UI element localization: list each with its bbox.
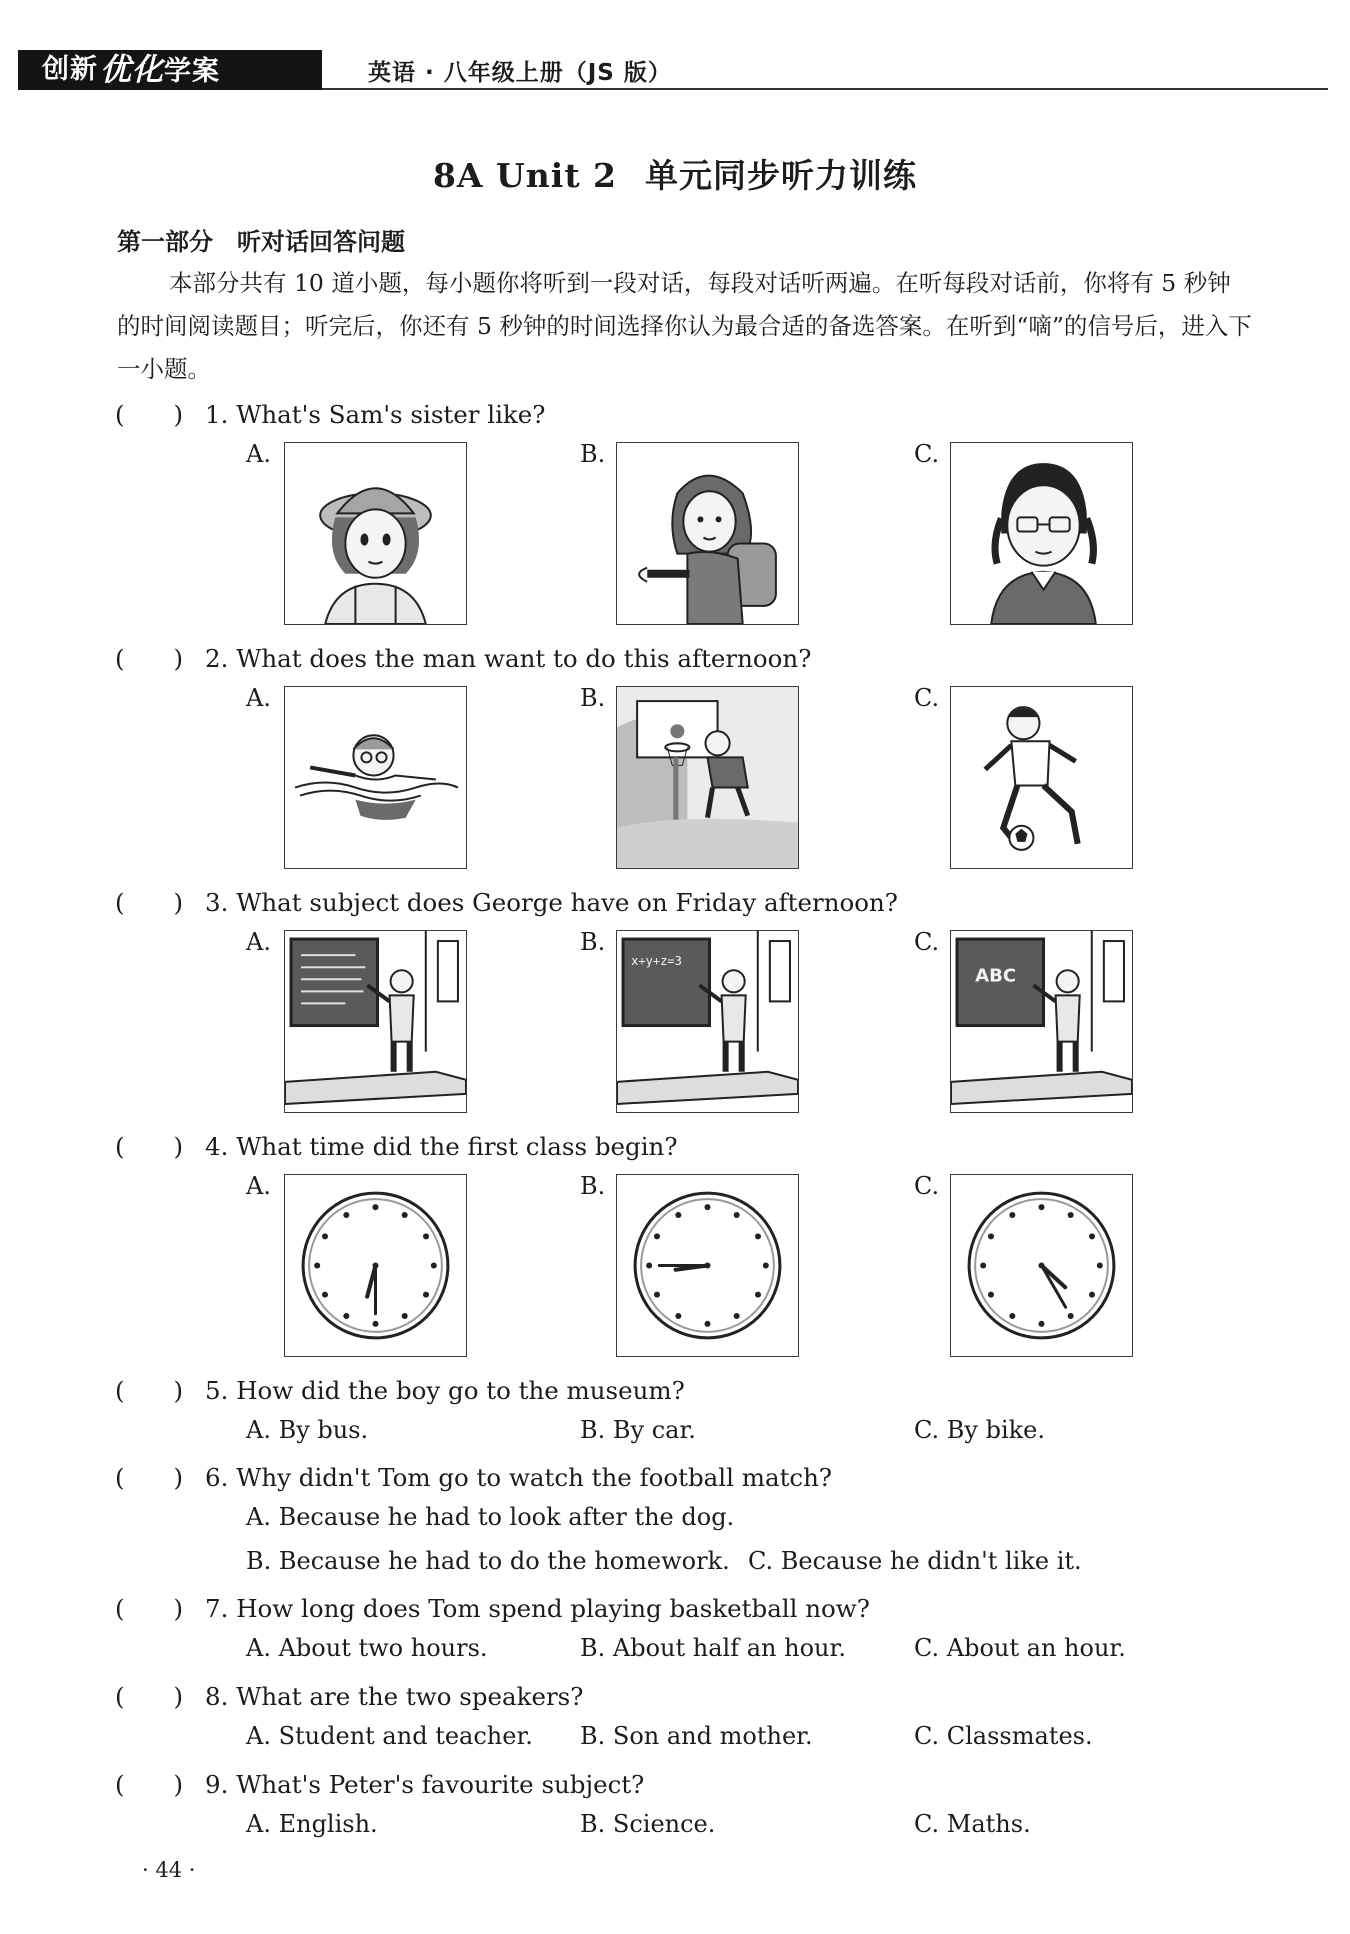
hour-mark — [675, 1212, 681, 1218]
answer-blank[interactable]: ( ) — [115, 644, 184, 673]
football-image[interactable] — [950, 686, 1133, 869]
hour-mark — [1038, 1204, 1044, 1210]
brand-mid: 优化 — [100, 52, 164, 88]
answer-blank[interactable]: ( ) — [115, 1463, 184, 1492]
hour-mark — [988, 1292, 994, 1298]
option-label-a: A. — [246, 928, 271, 956]
question-number: 3. — [205, 888, 229, 917]
hour-mark — [372, 1204, 378, 1210]
option-label-b: B. — [580, 684, 606, 712]
question-2 — [115, 640, 811, 675]
question-number: 2. — [205, 644, 229, 673]
question-text: What does the man want to do this afternoon? — [236, 644, 812, 673]
hour-mark — [322, 1233, 328, 1239]
hour-mark — [704, 1321, 710, 1327]
page-number: · 44 · — [142, 1858, 196, 1882]
hour-mark — [654, 1292, 660, 1298]
brand-prefix: 创新 — [42, 54, 98, 85]
basketball-image[interactable] — [616, 686, 799, 869]
option-label-a: A. — [246, 440, 271, 468]
option-label-b: B. — [580, 440, 606, 468]
answer-blank[interactable]: ( ) — [115, 1132, 184, 1161]
section-instructions: 本部分共有 10 道小题，每小题你将听到一段对话，每段对话听两遍。在听每段对话前，你将有 5 秒钟的时间阅读题目；听完后，你还有 5 秒钟的时间选择你认为最合适的备选答案。在听到“嘀”的信号后，进入下一小题。 — [117, 269, 1252, 383]
brand-banner — [18, 50, 322, 90]
question-text: What subject does George have on Friday afternoon? — [236, 888, 898, 917]
girl-with-backpack-image[interactable] — [616, 442, 799, 625]
option-b: B. Because he had to do the homework. — [246, 1547, 730, 1575]
question-7 — [115, 1590, 870, 1625]
hour-mark — [755, 1233, 761, 1239]
hour-mark — [423, 1233, 429, 1239]
option-label-c: C. — [914, 1172, 940, 1200]
option-label-c: C. — [914, 440, 940, 468]
option-a: A. English. — [246, 1810, 378, 1838]
hour-mark — [763, 1262, 769, 1268]
board-text: ABC — [975, 965, 1017, 987]
clock-image[interactable] — [284, 1174, 467, 1357]
question-5 — [115, 1372, 685, 1407]
hour-mark — [1068, 1212, 1074, 1218]
hour-mark — [343, 1212, 349, 1218]
hour-mark — [734, 1313, 740, 1319]
brand-suffix: 学案 — [164, 56, 220, 87]
hour-mark — [980, 1262, 986, 1268]
question-text: What are the two speakers? — [236, 1682, 584, 1711]
hour-mark — [1068, 1313, 1074, 1319]
hour-mark — [704, 1204, 710, 1210]
hour-mark — [322, 1292, 328, 1298]
clock-image[interactable] — [950, 1174, 1133, 1357]
option-a: A. Student and teacher. — [246, 1722, 533, 1750]
girl-with-glasses-image[interactable] — [950, 442, 1133, 625]
question-number: 7. — [205, 1594, 229, 1623]
unit-code: 8A Unit 2 — [432, 156, 618, 195]
question-number: 4. — [205, 1132, 229, 1161]
question-text: What's Sam's sister like? — [236, 400, 546, 429]
question-number: 8. — [205, 1682, 229, 1711]
clock-center — [1038, 1262, 1044, 1268]
hour-mark — [988, 1233, 994, 1239]
hour-mark — [431, 1262, 437, 1268]
option-b: B. Science. — [580, 1810, 716, 1838]
answer-blank[interactable]: ( ) — [115, 1682, 184, 1711]
option-label-b: B. — [580, 1172, 606, 1200]
answer-blank[interactable]: ( ) — [115, 1594, 184, 1623]
unit-name: 单元同步听力训练 — [645, 156, 918, 195]
hour-mark — [675, 1313, 681, 1319]
hour-mark — [314, 1262, 320, 1268]
question-1 — [115, 396, 545, 431]
question-3 — [115, 884, 898, 919]
question-text: How did the boy go to the museum? — [236, 1376, 685, 1405]
hour-mark — [1009, 1212, 1015, 1218]
hour-mark — [1009, 1313, 1015, 1319]
option-b: B. About half an hour. — [580, 1634, 846, 1662]
section-heading: 第一部分 听对话回答问题 — [117, 228, 405, 256]
question-6 — [115, 1459, 832, 1494]
question-number: 5. — [205, 1376, 229, 1405]
question-number: 9. — [205, 1770, 229, 1799]
question-8 — [115, 1678, 583, 1713]
option-label-b: B. — [580, 928, 606, 956]
question-text: Why didn't Tom go to watch the football match? — [236, 1463, 833, 1492]
chinese-class-image[interactable] — [284, 930, 467, 1113]
option-label-a: A. — [246, 684, 271, 712]
answer-blank[interactable]: ( ) — [115, 1770, 184, 1799]
swimming-image[interactable] — [284, 686, 467, 869]
option-c: C. By bike. — [914, 1416, 1046, 1444]
answer-blank[interactable]: ( ) — [115, 400, 184, 429]
question-text: How long does Tom spend playing basketball now? — [236, 1594, 870, 1623]
hour-mark — [654, 1233, 660, 1239]
question-number: 1. — [205, 400, 229, 429]
option-a: A. By bus. — [246, 1416, 369, 1444]
hour-mark — [755, 1292, 761, 1298]
english-class-image[interactable] — [950, 930, 1133, 1113]
clock-center — [704, 1262, 710, 1268]
hour-mark — [402, 1212, 408, 1218]
option-label-c: C. — [914, 928, 940, 956]
maths-class-image[interactable] — [616, 930, 799, 1113]
option-c: C. Because he didn't like it. — [748, 1547, 1082, 1575]
answer-blank[interactable]: ( ) — [115, 888, 184, 917]
question-number: 6. — [205, 1463, 229, 1492]
hour-mark — [372, 1321, 378, 1327]
question-text: What time did the first class begin? — [236, 1132, 678, 1161]
option-c: C. About an hour. — [914, 1634, 1126, 1662]
book-title: 英语 · 八年级上册（JS 版） — [368, 60, 672, 86]
woman-with-sun-hat-image[interactable] — [284, 442, 467, 625]
option-a: A. Because he had to look after the dog. — [246, 1503, 735, 1531]
option-c: C. Classmates. — [914, 1722, 1093, 1750]
hour-mark — [1097, 1262, 1103, 1268]
option-b: B. Son and mother. — [580, 1722, 813, 1750]
option-label-c: C. — [914, 684, 940, 712]
hour-mark — [423, 1292, 429, 1298]
hour-mark — [646, 1262, 652, 1268]
unit-title — [0, 150, 1350, 197]
hour-mark — [734, 1212, 740, 1218]
question-text: What's Peter's favourite subject? — [236, 1770, 645, 1799]
answer-blank[interactable]: ( ) — [115, 1376, 184, 1405]
hour-mark — [1089, 1292, 1095, 1298]
clock-center — [372, 1262, 378, 1268]
question-4 — [115, 1128, 677, 1163]
option-c: C. Maths. — [914, 1810, 1031, 1838]
option-label-a: A. — [246, 1172, 271, 1200]
option-a: A. About two hours. — [246, 1634, 488, 1662]
hour-mark — [1089, 1233, 1095, 1239]
clock-image[interactable] — [616, 1174, 799, 1357]
hour-mark — [343, 1313, 349, 1319]
hour-mark — [1038, 1321, 1044, 1327]
question-9 — [115, 1766, 644, 1801]
option-b: B. By car. — [580, 1416, 696, 1444]
board-text: x+y+z=3 — [631, 954, 682, 969]
hour-mark — [402, 1313, 408, 1319]
